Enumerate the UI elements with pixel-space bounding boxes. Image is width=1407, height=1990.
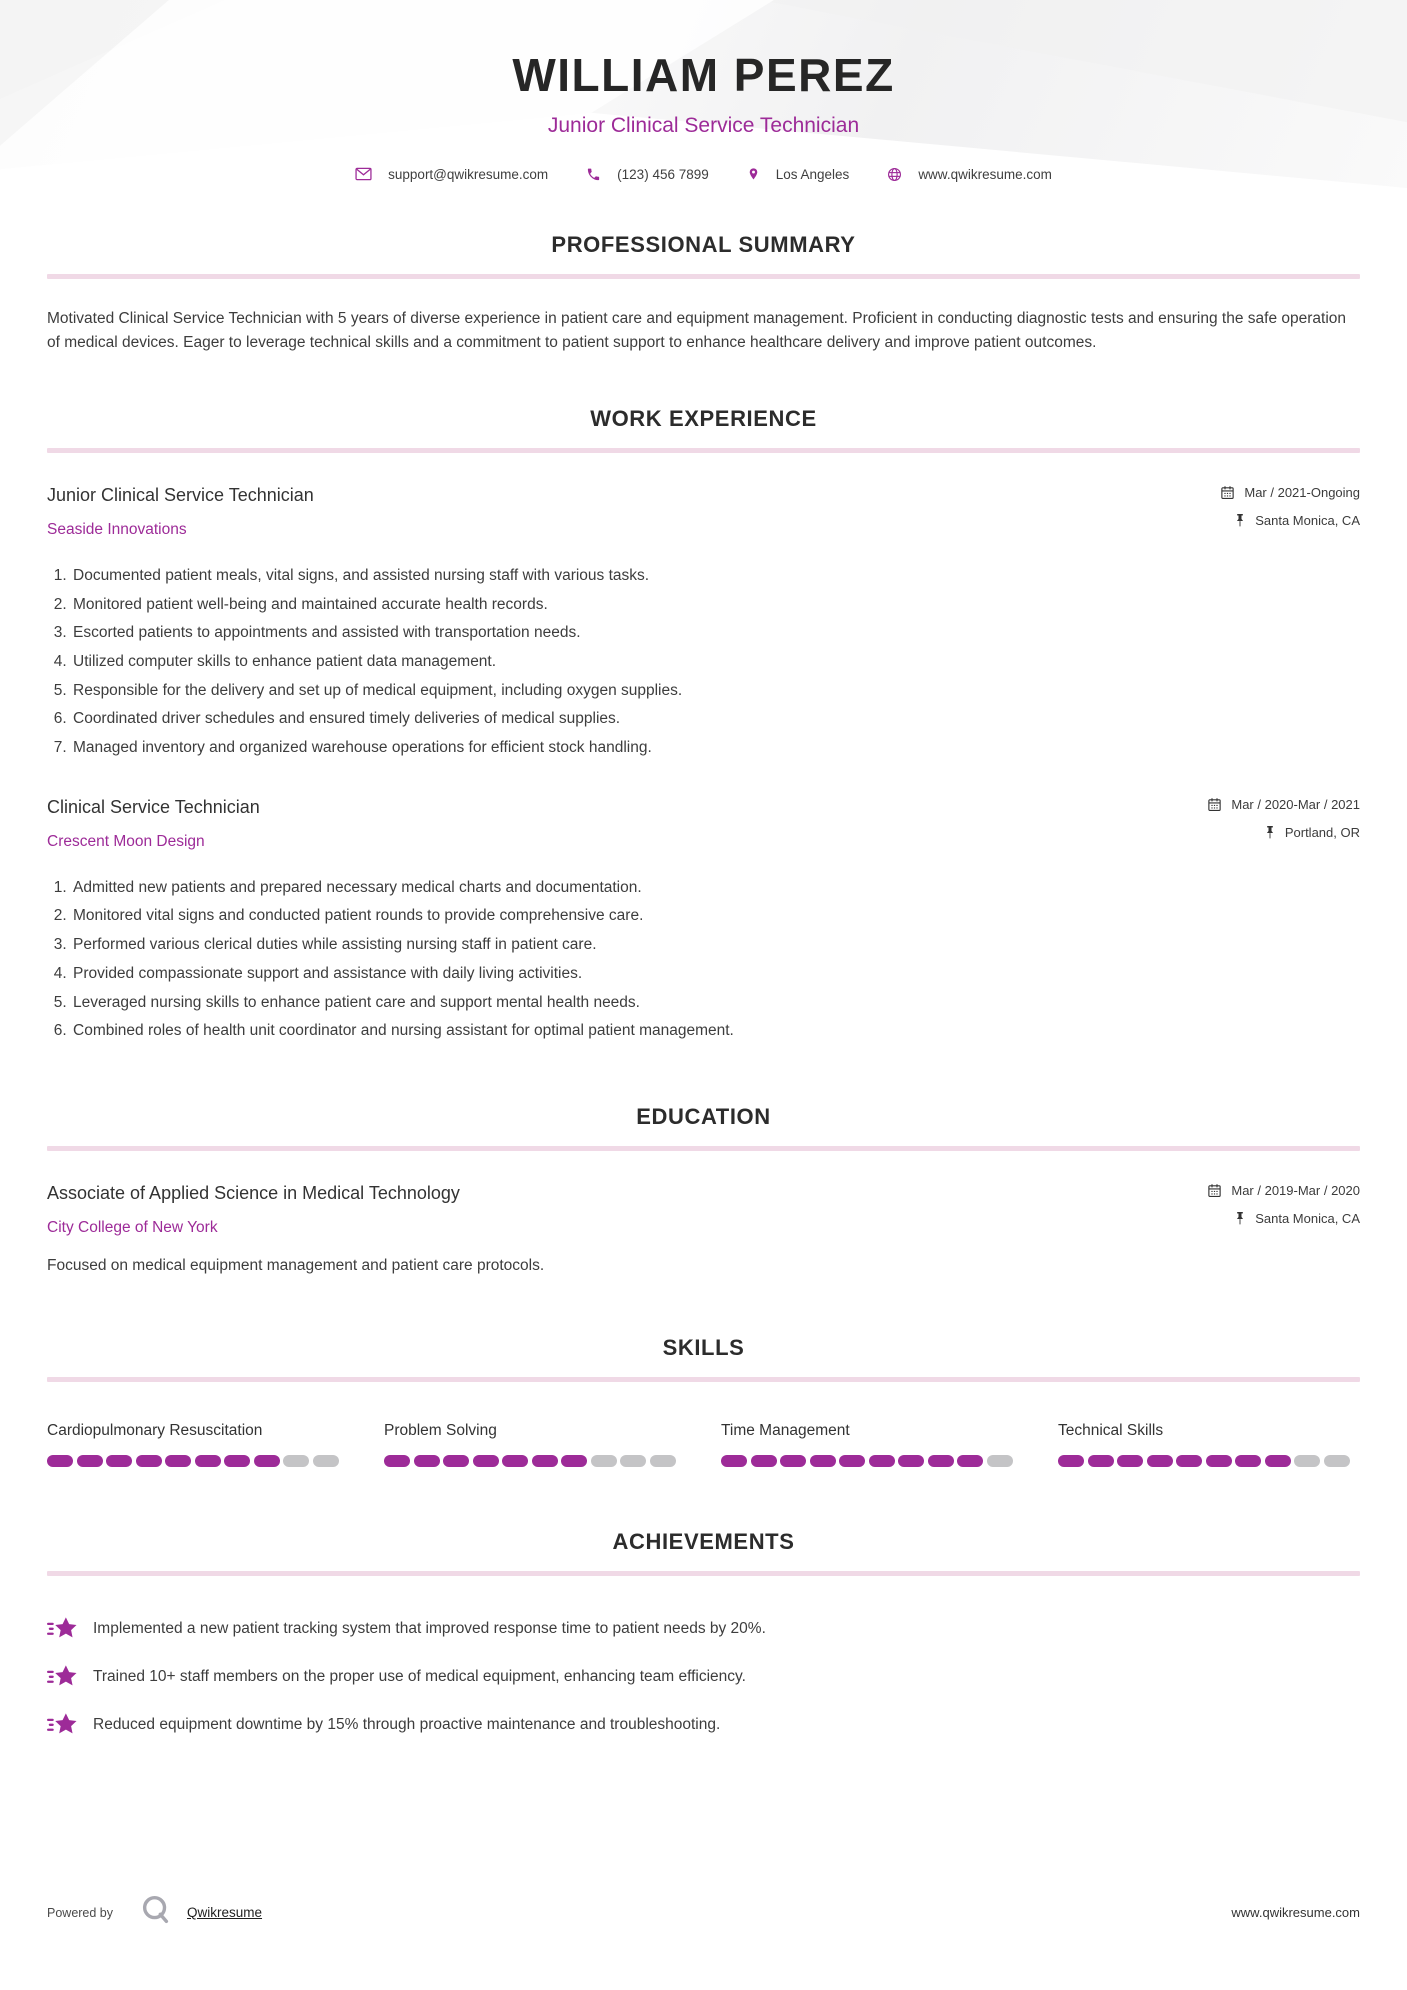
job-location: [1207, 825, 1360, 840]
section-work-experience: [47, 406, 1360, 1042]
contact-row: [47, 166, 1360, 182]
job-location: [1220, 513, 1360, 528]
job-bullet: 5. Responsible for the delivery and set up of medical equipment, including oxygen supplies.: [71, 680, 1360, 702]
job-date-text: Mar / 2020-Mar / 2021: [1231, 796, 1360, 812]
qwikresume-link[interactable]: Qwikresume: [187, 1905, 263, 1920]
job-bullet: 2. Monitored vital signs and conducted patient rounds to provide comprehensive care.: [71, 905, 1360, 927]
achievements-heading: ACHIEVEMENTS: [612, 1528, 795, 1554]
qwikresume-logo-icon: [139, 1893, 173, 1932]
shooting-star-icon: [47, 1616, 77, 1642]
pushpin-icon: [1234, 513, 1246, 528]
contact-website-text: www.qwikresume.com: [918, 166, 1052, 182]
skill-name: Problem Solving: [384, 1421, 497, 1439]
education-location-text: Santa Monica, CA: [1255, 1210, 1360, 1226]
job-bullet: 2. Monitored patient well-being and maintained accurate health records.: [71, 594, 1360, 616]
globe-icon: [887, 167, 902, 182]
section-divider: [47, 1571, 1360, 1576]
skill-name: Technical Skills: [1058, 1421, 1164, 1439]
contact-location-text: Los Angeles: [775, 166, 850, 182]
job-bullet: 3. Escorted patients to appointments and assisted with transportation needs.: [71, 622, 1360, 644]
job-bullet: 4. Utilized computer skills to enhance patient data management.: [71, 651, 1360, 673]
calendar-icon: [1207, 797, 1222, 812]
skill-item: [1058, 1422, 1360, 1467]
location-pin-icon: [747, 166, 760, 182]
section-divider: [47, 1146, 1360, 1151]
job-bullet: 5. Leveraged nursing skills to enhance patient care and support mental health needs.: [71, 992, 1360, 1014]
job-bullet: 1. Admitted new patients and prepared necessary medical charts and documentation.: [71, 877, 1360, 899]
powered-by-label: Powered by: [47, 1905, 114, 1920]
skill-level-bar: [1058, 1455, 1360, 1467]
education-entry: [47, 1183, 1360, 1275]
achievement-item: [47, 1664, 1360, 1690]
resume-header: [47, 0, 1360, 182]
education-heading: EDUCATION: [636, 1103, 771, 1129]
shooting-star-icon: [47, 1664, 77, 1690]
job-bullet-list: [47, 565, 1360, 759]
achievement-item: [47, 1712, 1360, 1738]
job-bullet-list: [47, 877, 1360, 1042]
skill-name: Time Management: [721, 1421, 850, 1439]
job-title: Junior Clinical Service Technician: [47, 484, 314, 505]
achievement-text: Trained 10+ staff members on the proper use of medical equipment, enhancing team efficiency.: [93, 1667, 746, 1685]
summary-heading: PROFESSIONAL SUMMARY: [551, 232, 856, 257]
skill-item: [384, 1422, 686, 1467]
envelope-icon: [355, 167, 372, 181]
skill-item: [721, 1422, 1023, 1467]
education-date-text: Mar / 2019-Mar / 2020: [1231, 1182, 1360, 1198]
skills-grid: [47, 1422, 1360, 1467]
section-divider: [47, 448, 1360, 453]
page-footer: [47, 1893, 1360, 1932]
job-title: Clinical Service Technician: [47, 796, 260, 817]
skills-heading: SKILLS: [662, 1334, 745, 1360]
education-dates: [1207, 1183, 1360, 1198]
education-location: [1207, 1211, 1360, 1226]
contact-phone-text: (123) 456 7899: [617, 166, 709, 182]
job-bullet: 3. Performed various clerical duties while assisting nursing staff in patient care.: [71, 934, 1360, 956]
education-school: City College of New York: [47, 1218, 218, 1236]
job-bullet: 6. Coordinated driver schedules and ensured timely deliveries of medical supplies.: [71, 708, 1360, 730]
skill-level-bar: [384, 1455, 686, 1467]
section-skills: [47, 1335, 1360, 1467]
section-achievements: [47, 1529, 1360, 1738]
contact-location: [747, 166, 850, 182]
job-company: Seaside Innovations: [47, 520, 187, 538]
section-education: [47, 1104, 1360, 1275]
calendar-icon: [1207, 1183, 1222, 1198]
education-degree: Associate of Applied Science in Medical Technology: [47, 1182, 460, 1203]
job-bullet: 6. Combined roles of health unit coordinator and nursing assistant for optimal patient management.: [71, 1020, 1360, 1042]
job-entry: [47, 485, 1360, 759]
skill-level-bar: [47, 1455, 349, 1467]
achievement-text: Implemented a new patient tracking system that improved response time to patient needs by 20%.: [93, 1619, 766, 1637]
job-company: Crescent Moon Design: [47, 832, 205, 850]
job-location-text: Portland, OR: [1284, 824, 1360, 840]
section-divider: [47, 1377, 1360, 1382]
job-dates: [1207, 797, 1360, 812]
candidate-job-title: Junior Clinical Service Technician: [547, 114, 860, 137]
job-bullet: 7. Managed inventory and organized warehouse operations for efficient stock handling.: [71, 737, 1360, 759]
achievements-list: [47, 1616, 1360, 1738]
contact-email-text: support@qwikresume.com: [388, 166, 549, 182]
work-heading: WORK EXPERIENCE: [590, 405, 817, 431]
pushpin-icon: [1234, 1211, 1246, 1226]
section-divider: [47, 274, 1360, 279]
job-location-text: Santa Monica, CA: [1255, 512, 1360, 528]
education-note: Focused on medical equipment management and patient care protocols.: [47, 1256, 545, 1274]
job-bullet: 1. Documented patient meals, vital signs, and assisted nursing staff with various tasks.: [71, 565, 1360, 587]
job-bullet: 4. Provided compassionate support and assistance with daily living activities.: [71, 963, 1360, 985]
skill-name: Cardiopulmonary Resuscitation: [47, 1421, 263, 1439]
contact-email: [355, 167, 548, 182]
job-entry: [47, 797, 1360, 1042]
candidate-name: WILLIAM PEREZ: [512, 49, 895, 101]
contact-phone: [586, 167, 709, 182]
phone-icon: [586, 167, 601, 182]
pushpin-icon: [1264, 825, 1276, 840]
skill-item: [47, 1422, 349, 1467]
summary-text: Motivated Clinical Service Technician with 5 years of diverse experience in patient care and equipment management. Proficient in conducting diagnostic tests and ensuring the safe operation of medical devices. Eager to leverage technical skills and a commitment to patient support to enhance healthcare delivery and improve patient outcomes.: [47, 310, 1347, 352]
section-professional-summary: [47, 232, 1360, 356]
skill-level-bar: [721, 1455, 1023, 1467]
job-dates: [1220, 485, 1360, 500]
calendar-icon: [1220, 485, 1235, 500]
job-date-text: Mar / 2021-Ongoing: [1244, 484, 1360, 500]
contact-website: [887, 167, 1052, 182]
achievement-text: Reduced equipment downtime by 15% through proactive maintenance and troubleshooting.: [93, 1715, 721, 1733]
achievement-item: [47, 1616, 1360, 1642]
shooting-star-icon: [47, 1712, 77, 1738]
footer-website: www.qwikresume.com: [1231, 1905, 1360, 1920]
